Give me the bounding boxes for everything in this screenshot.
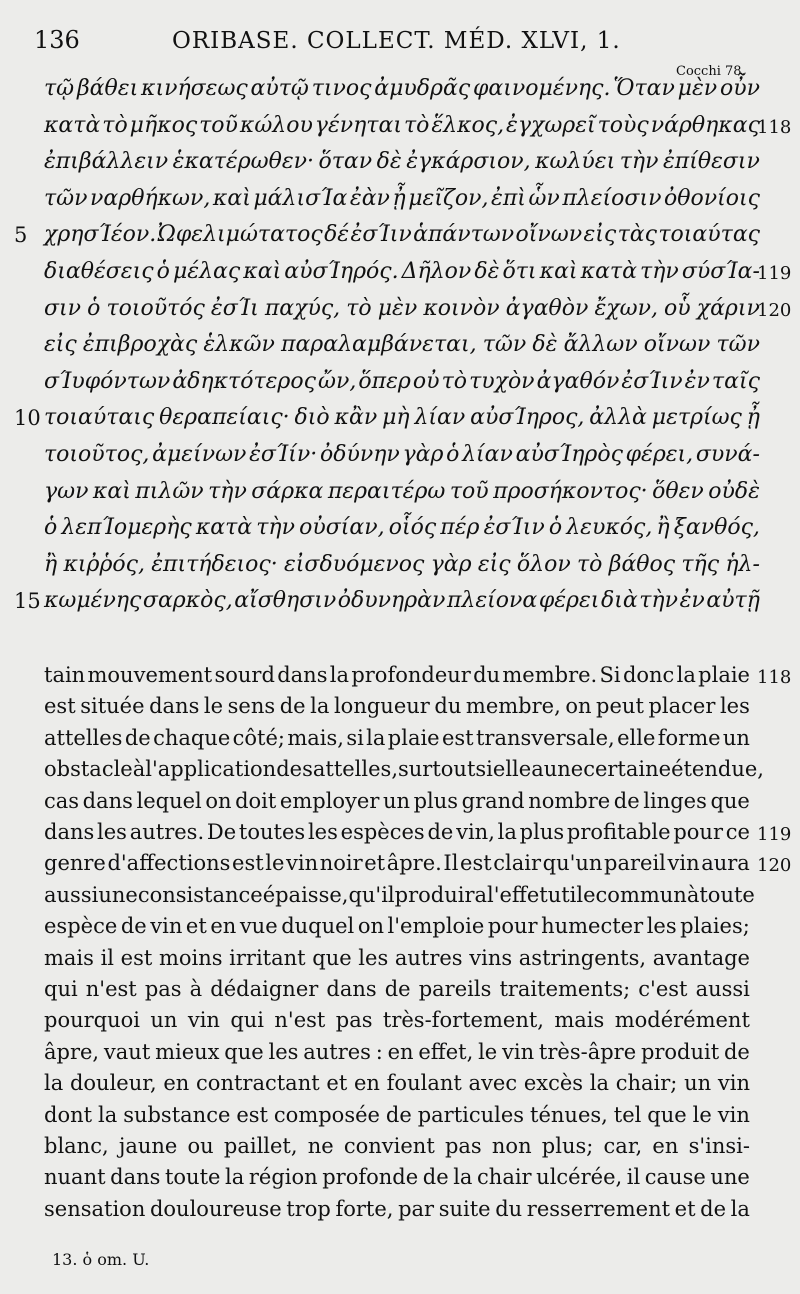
french-line: la douleur, en contractant et en foulant avec excès la chair; un vin	[44, 1071, 750, 1096]
greek-line: σιν ὁ τοιοῦτός ἐσΊι παχύς, τὸ μὲν κοινὸν ἀγαθὸν ἔχων, οὗ χάριν	[44, 295, 760, 321]
french-line: âpre, vaut mieux que les autres : en effet, le vin très-âpre produit de	[44, 1039, 750, 1064]
french-line: qui n'est pas à dédaigner dans de pareils traitements; c'est aussi	[44, 977, 750, 1001]
french-line: espèce de vin et en vue duquel on l'emploie pour humecter les plaies;	[44, 914, 750, 939]
french-line: nuant dans toute la région profonde de la chair ulcérée, il cause une	[44, 1165, 750, 1190]
footnote: 13. ὁ om. U.	[52, 1250, 150, 1269]
greek-line: τῶν ναρθήκων, καὶ μάλισΊα ἐὰν ᾖ μεῖζον, ἐπὶ ὧν πλείοσιν ὀθονίοις	[44, 185, 760, 211]
greek-line: διαθέσεις ὁ μέλας καὶ αὐσΊηρός. Δῆλον δὲ ὅτι καὶ κατὰ τὴν σύσΊα-	[44, 259, 760, 284]
french-line: attelles de chaque côté; mais, si la plaie est transversale, elle forme un	[44, 725, 750, 750]
greek-line: τοιαύταις θεραπείαις· διὸ κἂν μὴ λίαν αὐσΊηρος, ἀλλὰ μετρίως ᾖ	[44, 405, 760, 431]
french-line: sensation douloureuse trop forte, par suite du resserrement et de la	[44, 1196, 750, 1221]
page-number: 136	[34, 26, 80, 54]
french-line: dans les autres. De toutes les espèces de vin, la plus profitable pour ce	[44, 820, 750, 844]
line-number: 15	[14, 589, 41, 614]
greek-line: ὁ λεπΊομερὴς κατὰ τὴν οὐσίαν, οἷός πέρ ἐσΊιν ὁ λευκός, ἢ ξανθός,	[44, 515, 760, 541]
greek-line: τοιοῦτος, ἀμείνων ἐσΊίν· ὀδύνην γὰρ ὁ λίαν αὐσΊηρὸς φέρει, συνά-	[44, 442, 760, 467]
margin-reference: 120	[757, 299, 792, 321]
margin-reference: 118	[757, 116, 792, 138]
french-line: pourquoi un vin qui n'est pas très-fortement, mais modérément	[44, 1008, 750, 1033]
french-line: tain mouvement sourd dans la profondeur du membre. Si donc la plaie	[44, 663, 750, 687]
greek-line: τῷ βάθει κινήσεως αὐτῷ τινος ἀμυδρᾶς φαινομένης. Ὅταν μὲν οὖν	[44, 76, 760, 101]
greek-line: εἰς ἐπιβροχὰς ἑλκῶν παραλαμβάνεται, τῶν δὲ ἄλλων οἴνων τῶν	[44, 332, 760, 358]
cocchi-reference: Cocchi 78.	[676, 64, 746, 79]
french-line: blanc, jaune ou paillet, ne convient pas non plus; car, en s'insi-	[44, 1134, 750, 1158]
page-header	[0, 26, 800, 66]
running-title: ORIBASE. COLLECT. MÉD. XLVI, 1.	[172, 28, 621, 54]
greek-line: κωμένης σαρκὸς, αἴσθησιν ὀδυνηρὰν πλείονα φέρει διὰ τὴν ἐν αὐτῇ	[44, 588, 760, 614]
greek-line: ἐπιβάλλειν ἑκατέρωθεν· ὅταν δὲ ἐγκάρσιον, κωλύει τὴν ἐπίθεσιν	[44, 149, 760, 175]
line-number: 5	[14, 223, 28, 248]
french-line: genre d'affections est le vin noir et âpre. Il est clair qu'un pareil vin aura	[44, 851, 750, 876]
french-line: est située dans le sens de la longueur du membre, on peut placer les	[44, 694, 750, 719]
french-line: mais il est moins irritant que les autres vins astringents, avantage	[44, 945, 750, 970]
greek-line: σΊυφόντων ἀδηκτότερος ὤν, ὅπερ οὐ τὸ τυχὸν ἀγαθόν ἐσΊιν ἐν ταῖς	[44, 368, 760, 394]
margin-reference: 120	[757, 855, 792, 877]
french-line: aussi une consistance épaisse, qu'il produira l'effet utile commun à toute	[44, 882, 755, 907]
greek-line: ἢ κιῤῥός, ἐπιτήδειος· εἰσδυόμενος γὰρ εἰς ὅλον τὸ βάθος τῆς ἡλ-	[44, 551, 760, 577]
margin-reference: 118	[757, 667, 792, 688]
french-line: cas dans lequel on doit employer un plus grand nombre de linges que	[44, 788, 750, 813]
greek-line: κατὰ τὸ μῆκος τοῦ κώλου γένηται τὸ ἕλκος, ἐγχωρεῖ τοὺς νάρθηκας	[44, 112, 760, 138]
line-number: 10	[14, 406, 41, 431]
french-line: obstacle à l'application des attelles, surtout si elle a une certaine étendue,	[44, 757, 764, 782]
margin-reference: 119	[757, 824, 792, 845]
greek-line: γων καὶ πιλῶν τὴν σάρκα περαιτέρω τοῦ προσήκοντος· ὅθεν οὐδὲ	[44, 478, 760, 504]
margin-reference: 119	[757, 263, 792, 284]
greek-line: χρησΊέον. Ὠφελιμώτατος δέ ἐσΊιν ἁπάντων οἴνων εἰς τὰς τοιαύτας	[44, 222, 760, 248]
french-line: dont la substance est composée de particules ténues, tel que le vin	[44, 1102, 750, 1127]
